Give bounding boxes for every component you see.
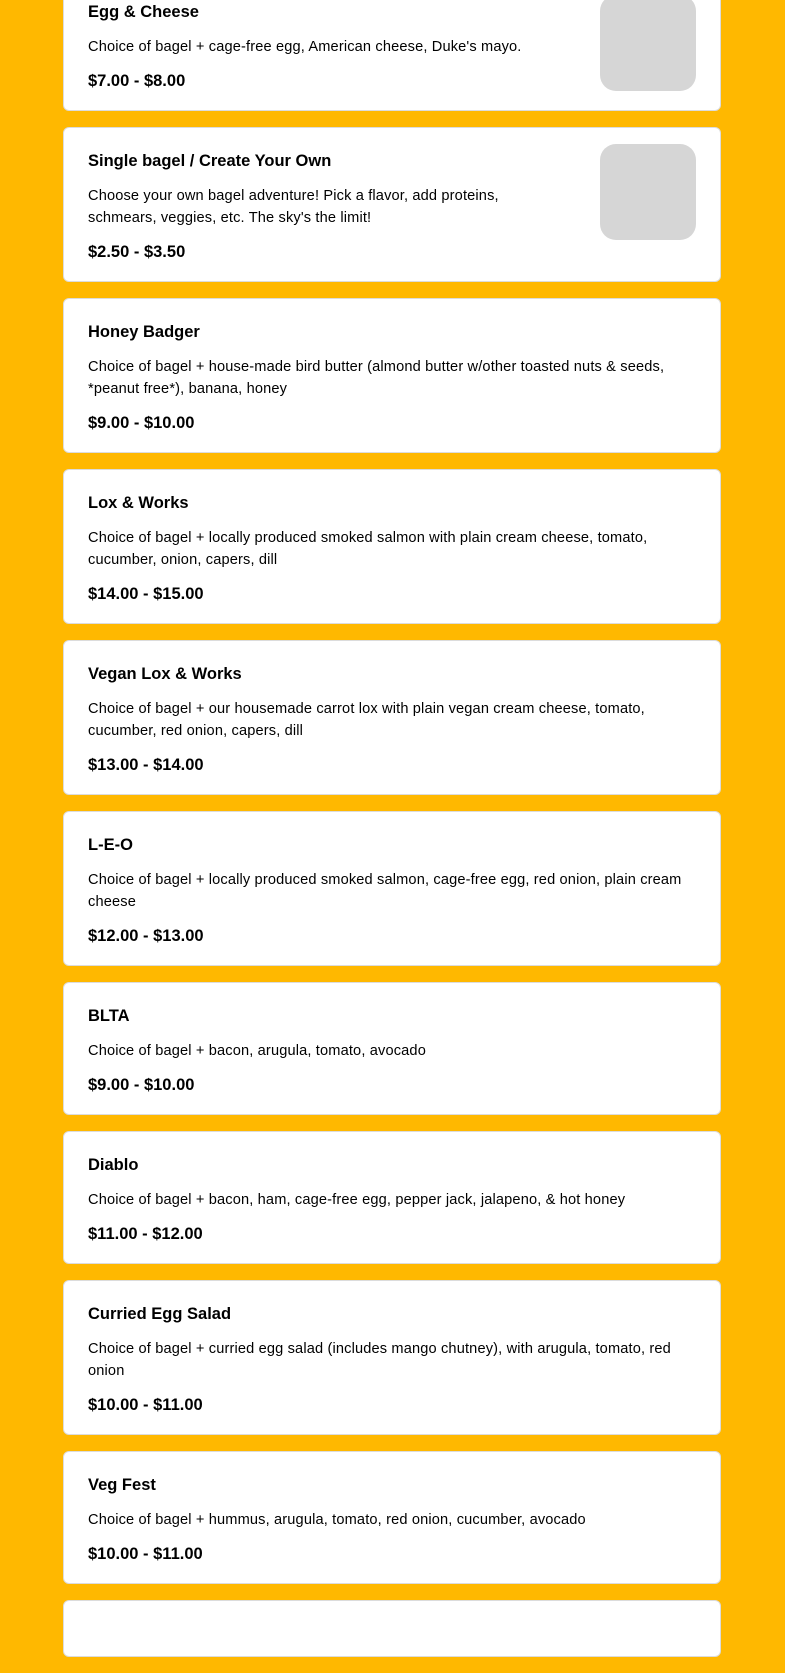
menu-item-description: Choice of bagel + locally produced smoked salmon with plain cream cheese, tomato, cucumber, onion, capers, dill bbox=[88, 530, 648, 568]
menu-item-text bbox=[88, 493, 696, 605]
menu-item-description: Choice of bagel + bacon, arugula, tomato, avocado bbox=[88, 1043, 426, 1059]
menu-item-name: Veg Fest bbox=[88, 1476, 156, 1494]
menu-item-card[interactable] bbox=[63, 1131, 721, 1264]
menu-item-price: $9.00 - $10.00 bbox=[88, 1076, 195, 1094]
menu-item-price: $9.00 - $10.00 bbox=[88, 414, 195, 432]
menu-item-card[interactable] bbox=[63, 811, 721, 966]
menu-item-text bbox=[88, 2, 553, 92]
menu-item-description: Choice of bagel + house-made bird butter (almond butter w/other toasted nuts & seeds, *peanut free*), banana, honey bbox=[88, 359, 665, 397]
menu-item-image-placeholder bbox=[600, 144, 696, 240]
menu-item-card[interactable] bbox=[63, 0, 721, 111]
menu-item-card[interactable] bbox=[63, 982, 721, 1115]
menu-item-price: $11.00 - $12.00 bbox=[88, 1225, 203, 1243]
menu-item-description: Choice of bagel + bacon, ham, cage-free egg, pepper jack, jalapeno, & hot honey bbox=[88, 1192, 626, 1208]
menu-item-price: $7.00 - $8.00 bbox=[88, 72, 186, 90]
menu-item-text bbox=[88, 664, 696, 776]
menu-item-card[interactable] bbox=[63, 127, 721, 282]
menu-item-price: $13.00 - $14.00 bbox=[88, 756, 204, 774]
menu-item-text bbox=[88, 1304, 696, 1416]
menu-item-card[interactable] bbox=[63, 469, 721, 624]
menu-item-name: L-E-O bbox=[88, 836, 133, 854]
menu-item-description: Choice of bagel + locally produced smoked salmon, cage-free egg, red onion, plain cream cheese bbox=[88, 872, 682, 910]
menu-list bbox=[63, 0, 721, 1673]
menu-item-text bbox=[88, 835, 696, 947]
menu-item-description: Choice of bagel + hummus, arugula, tomato, red onion, cucumber, avocado bbox=[88, 1512, 586, 1528]
menu-item-text bbox=[88, 1006, 696, 1096]
menu-item-image-placeholder bbox=[600, 0, 696, 91]
menu-item-text bbox=[88, 1475, 696, 1565]
menu-item-text bbox=[88, 322, 696, 434]
menu-item-name: Vegan Lox & Works bbox=[88, 665, 242, 683]
menu-item-card[interactable] bbox=[63, 1451, 721, 1584]
menu-item-name: Curried Egg Salad bbox=[88, 1305, 232, 1323]
menu-item-name: Honey Badger bbox=[88, 323, 200, 341]
menu-item-name: Lox & Works bbox=[88, 494, 189, 512]
menu-item-description: Choice of bagel + cage-free egg, American cheese, Duke's mayo. bbox=[88, 39, 522, 55]
menu-item-name: Egg & Cheese bbox=[88, 3, 199, 21]
menu-item-description: Choice of bagel + our housemade carrot lox with plain vegan cream cheese, tomato, cucumber, red onion, capers, dill bbox=[88, 701, 645, 739]
menu-item-name: Diablo bbox=[88, 1156, 139, 1174]
menu-item-text bbox=[88, 151, 553, 263]
menu-item-text bbox=[88, 1155, 696, 1245]
menu-item-card[interactable] bbox=[63, 640, 721, 795]
menu-item-description: Choose your own bagel adventure! Pick a flavor, add proteins, schmears, veggies, etc. The sky's the limit! bbox=[88, 188, 499, 226]
menu-item-price: $10.00 - $11.00 bbox=[88, 1545, 203, 1563]
menu-item-card[interactable] bbox=[63, 298, 721, 453]
menu-item-price: $14.00 - $15.00 bbox=[88, 585, 204, 603]
menu-item-name: Single bagel / Create Your Own bbox=[88, 152, 332, 170]
menu-item-price: $12.00 - $13.00 bbox=[88, 927, 204, 945]
menu-item-card[interactable] bbox=[63, 1600, 721, 1657]
menu-item-name: BLTA bbox=[88, 1007, 130, 1025]
menu-item-price: $2.50 - $3.50 bbox=[88, 243, 186, 261]
menu-item-card[interactable] bbox=[63, 1280, 721, 1435]
menu-item-description: Choice of bagel + curried egg salad (includes mango chutney), with arugula, tomato, red onion bbox=[88, 1341, 671, 1379]
menu-item-price: $10.00 - $11.00 bbox=[88, 1396, 203, 1414]
